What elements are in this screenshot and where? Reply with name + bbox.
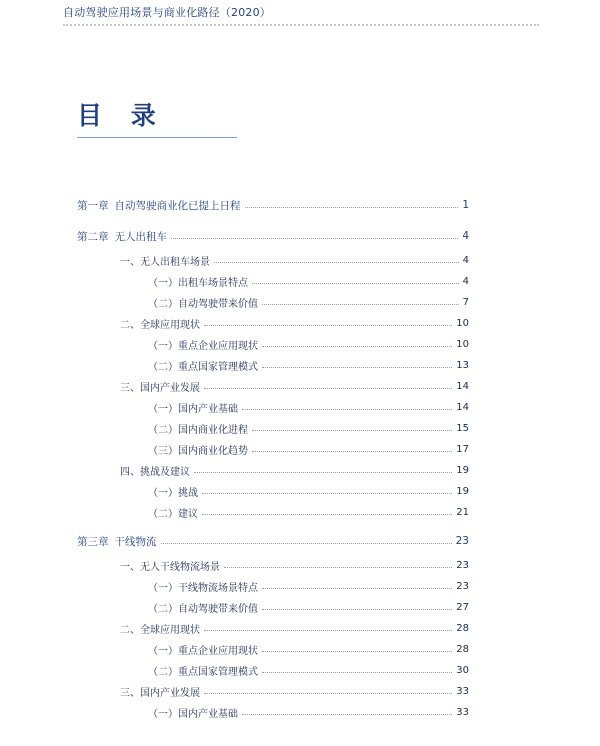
toc-entry-label (148, 358, 258, 373)
dot-leader (202, 493, 452, 494)
toc-entry-text: （一）挑战 (148, 487, 198, 499)
toc-entry-text: （二）重点国家管理模式 (148, 666, 258, 678)
toc-entry-text: （一）国内产业基础 (148, 403, 238, 415)
toc-entry[interactable] (120, 557, 469, 573)
title-underline (77, 137, 237, 138)
dot-leader (204, 388, 452, 389)
toc-entry-label (77, 534, 157, 549)
toc-entry[interactable] (120, 462, 469, 478)
toc-entry-text: （三）国内商业化趋势 (148, 445, 248, 457)
toc-entry-text: 无人出租车 (114, 230, 167, 243)
chapter-number: 第一章 (77, 199, 109, 212)
toc-entry[interactable] (148, 294, 469, 310)
toc-entry-label (77, 229, 167, 244)
page-number: 28 (456, 622, 469, 634)
page-number: 14 (456, 401, 469, 413)
toc-entry-label (148, 274, 248, 289)
dot-leader (262, 588, 452, 589)
page-number: 1 (462, 199, 469, 211)
dot-leader (202, 514, 452, 515)
toc-entry-label (120, 684, 200, 699)
toc-entry[interactable] (120, 378, 469, 394)
page-number: 4 (462, 230, 469, 242)
toc-entry-label (148, 579, 258, 594)
toc-entry-label (148, 505, 198, 520)
page-number: 33 (456, 706, 469, 718)
page-number: 15 (456, 422, 469, 434)
toc-entry-label (148, 295, 258, 310)
dot-leader (252, 430, 452, 431)
dot-leader (171, 238, 458, 239)
toc-entry-text: 二、全球应用现状 (120, 624, 200, 636)
toc-entry[interactable] (148, 599, 469, 615)
toc-entry-text: 三、国内产业发展 (120, 382, 200, 394)
toc-entry-text: 四、挑战及建议 (120, 466, 190, 478)
dot-leader (204, 630, 452, 631)
page-number: 10 (456, 317, 469, 329)
dot-leader (204, 325, 452, 326)
page-number: 30 (456, 664, 469, 676)
toc-entry[interactable] (120, 620, 469, 636)
toc-entry-text: 干线物流 (114, 535, 157, 548)
dot-leader (252, 283, 459, 284)
toc-entry[interactable] (77, 197, 469, 213)
page-number: 19 (456, 485, 469, 497)
toc-entry[interactable] (120, 252, 469, 268)
dot-leader (224, 567, 452, 568)
dot-leader (204, 693, 452, 694)
toc-entry-text: （二）重点国家管理模式 (148, 361, 258, 373)
toc-entry-label (148, 337, 258, 352)
toc-entry-label (120, 463, 190, 478)
page-number: 10 (456, 338, 469, 350)
toc-entry-text: （二）自动驾驶带来价值 (148, 298, 258, 310)
toc-entry-text: 二、全球应用现状 (120, 319, 200, 331)
toc-entry-text: 一、无人干线物流场景 (120, 561, 220, 573)
toc-entry-label (148, 400, 238, 415)
toc-entry-text: （一）干线物流场景特点 (148, 582, 258, 594)
dot-leader (262, 346, 452, 347)
running-header: 自动驾驶应用场景与商业化路径（2020） (63, 6, 271, 19)
toc-entry[interactable] (148, 441, 469, 457)
dot-leader (252, 451, 452, 452)
page-number: 23 (456, 580, 469, 592)
dot-leader (242, 714, 452, 715)
toc-entry[interactable] (77, 228, 469, 244)
toc-entry[interactable] (148, 336, 469, 352)
toc-entry-label (148, 600, 258, 615)
toc-entry-text: （二）建议 (148, 508, 198, 520)
toc-entry[interactable] (148, 641, 469, 657)
toc-entry-label (120, 379, 200, 394)
dot-leader (262, 367, 452, 368)
toc-entry-text: 三、国内产业发展 (120, 687, 200, 699)
page-title: 目 录 (77, 101, 166, 130)
toc-entry-text: （一）国内产业基础 (148, 708, 238, 720)
toc-entry-label (77, 198, 241, 213)
page-number: 33 (456, 685, 469, 697)
dot-leader (262, 672, 452, 673)
toc-entry-label (120, 558, 220, 573)
toc-entry[interactable] (148, 578, 469, 594)
dot-leader (262, 609, 452, 610)
dot-leader (262, 304, 459, 305)
toc-entry-label (148, 484, 198, 499)
toc-entry-text: （一）出租车场景特点 (148, 277, 248, 289)
toc-entry-label (148, 705, 238, 720)
toc-entry-label (120, 621, 200, 636)
dot-leader (245, 207, 459, 208)
toc-entry-text: 一、无人出租车场景 (120, 256, 210, 268)
toc-entry-text: （二）国内商业化进程 (148, 424, 248, 436)
page-number: 14 (456, 380, 469, 392)
toc-entry-label (148, 663, 258, 678)
page-number: 19 (456, 464, 469, 476)
chapter-number: 第二章 (77, 230, 109, 243)
dot-leader (242, 409, 452, 410)
toc-entry-label (148, 442, 248, 457)
toc-entry-label (120, 253, 210, 268)
page-number: 4 (462, 254, 469, 266)
toc-entry[interactable] (148, 662, 469, 678)
toc-entry[interactable] (148, 504, 469, 520)
dot-leader (161, 543, 452, 544)
dot-leader (194, 472, 452, 473)
page-number: 4 (462, 275, 469, 287)
toc-entry-text: （一）重点企业应用现状 (148, 645, 258, 657)
page-number: 27 (456, 601, 469, 613)
toc-entry[interactable] (148, 273, 469, 289)
page-number: 7 (462, 296, 469, 308)
toc-entry-text: （一）重点企业应用现状 (148, 340, 258, 352)
toc-entry[interactable] (148, 357, 469, 373)
page-number: 23 (455, 535, 469, 547)
page-number: 23 (456, 559, 469, 571)
toc-entry-label (148, 642, 258, 657)
page-number: 17 (456, 443, 469, 455)
toc-entry[interactable] (148, 399, 469, 415)
page-number: 21 (456, 506, 469, 518)
toc-entry-label (148, 421, 248, 436)
toc-entry[interactable] (148, 704, 469, 720)
toc-entry-text: 自动驾驶商业化已提上日程 (114, 199, 241, 212)
page-number: 28 (456, 643, 469, 655)
dot-leader (214, 262, 459, 263)
toc-entry-text: （二）自动驾驶带来价值 (148, 603, 258, 615)
toc-entry[interactable] (148, 483, 469, 499)
toc-entry[interactable] (77, 533, 469, 549)
page-number: 13 (456, 359, 469, 371)
toc-entry[interactable] (120, 315, 469, 331)
toc-entry-label (120, 316, 200, 331)
header-divider (63, 24, 539, 26)
toc-entry[interactable] (120, 683, 469, 699)
dot-leader (262, 651, 452, 652)
toc-entry[interactable] (148, 420, 469, 436)
chapter-number: 第三章 (77, 535, 109, 548)
